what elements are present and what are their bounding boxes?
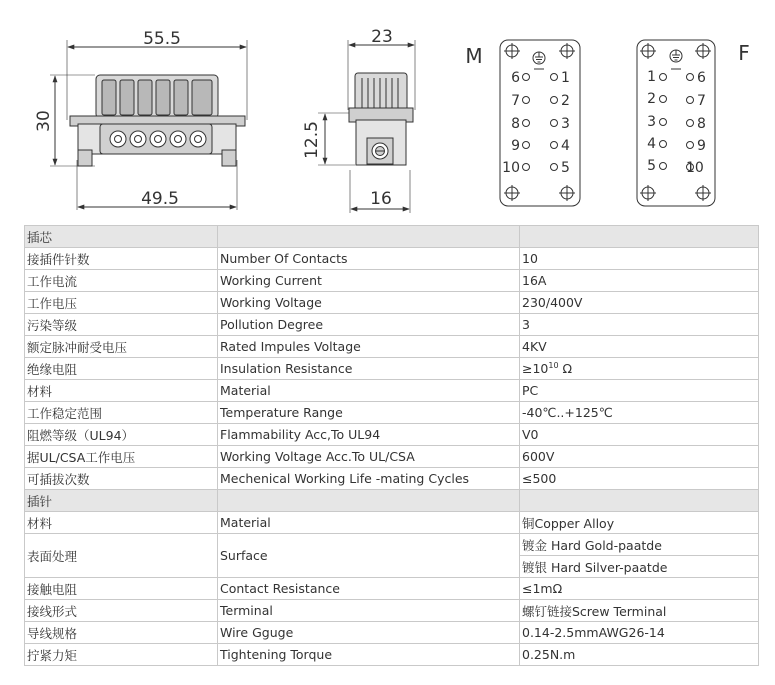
row-label-en: Material: [218, 512, 520, 534]
value-unit: Ω: [558, 361, 573, 376]
female-pin-label: 8: [697, 116, 706, 132]
row-label-zh: 拧紧力矩: [25, 644, 218, 666]
row-label-zh: 接插件针数: [25, 248, 218, 270]
side-height-label: 12.5: [302, 121, 322, 159]
row-value: PC: [520, 380, 759, 402]
row-value: V0: [520, 424, 759, 446]
row-label-zh: 工作电流: [25, 270, 218, 292]
row-value: 16A: [520, 270, 759, 292]
row-label-en: Working Voltage: [218, 292, 520, 314]
side-width-bottom-label: 16: [370, 189, 392, 209]
front-view: [50, 40, 247, 210]
technical-drawing: [0, 0, 775, 225]
female-pin-label: 9: [697, 138, 706, 154]
row-value: 镀银 Hard Silver-paatde: [520, 556, 759, 578]
male-pin-label: 2: [561, 93, 570, 109]
table-row: [25, 292, 759, 314]
side-view: [318, 40, 415, 213]
row-value: 0.14-2.5mmAWG26-14: [520, 622, 759, 644]
row-label-zh: 接线形式: [25, 600, 218, 622]
row-label-zh: 表面处理: [25, 534, 218, 578]
table-row: [25, 644, 759, 666]
row-label-en: Pollution Degree: [218, 314, 520, 336]
row-value: 螺钉链接Screw Terminal: [520, 600, 759, 622]
side-width-top-label: 23: [371, 27, 393, 47]
female-pin-label: 2: [647, 91, 656, 107]
row-label-zh: 材料: [25, 512, 218, 534]
row-label-zh: 接触电阻: [25, 578, 218, 600]
male-pin-label: 10: [502, 160, 520, 176]
row-label-en: Insulation Resistance: [218, 358, 520, 380]
row-label-en: Temperature Range: [218, 402, 520, 424]
female-label: F: [738, 41, 750, 65]
row-label-en: Working Current: [218, 270, 520, 292]
row-value: 0.25N.m: [520, 644, 759, 666]
male-label: M: [465, 44, 483, 68]
female-pin-label: 5: [647, 158, 656, 174]
row-value: 10: [520, 248, 759, 270]
row-value: 4KV: [520, 336, 759, 358]
table-row: [25, 578, 759, 600]
female-pin-label: 3: [647, 114, 656, 130]
front-width-top-label: 55.5: [143, 29, 181, 49]
male-pin-label: 4: [561, 138, 570, 154]
spec-table: [24, 225, 759, 666]
row-label-en: Flammability Acc,To UL94: [218, 424, 520, 446]
table-row: [25, 534, 759, 556]
table-row: [25, 270, 759, 292]
row-label-zh: 材料: [25, 380, 218, 402]
female-pin-label: 10: [686, 160, 704, 176]
row-label-zh: 工作稳定范围: [25, 402, 218, 424]
row-label-zh: 据UL/CSA工作电压: [25, 446, 218, 468]
male-pin-label: 6: [511, 70, 520, 86]
male-pin-label: 9: [511, 138, 520, 154]
front-width-bottom-label: 49.5: [141, 189, 179, 209]
table-row: [25, 380, 759, 402]
row-value: 镀金 Hard Gold-paatde: [520, 534, 759, 556]
row-label-zh: 导线规格: [25, 622, 218, 644]
row-label-zh: 工作电压: [25, 292, 218, 314]
table-row: [25, 622, 759, 644]
table-row: [25, 600, 759, 622]
table-row: [25, 358, 759, 380]
table-row: [25, 314, 759, 336]
male-pin-label: 7: [511, 93, 520, 109]
female-pin-label: 1: [647, 69, 656, 85]
row-label-zh: 阻燃等级（UL94）: [25, 424, 218, 446]
row-value: 600V: [520, 446, 759, 468]
table-row: [25, 402, 759, 424]
row-label-zh: 额定脉冲耐受电压: [25, 336, 218, 358]
section-row-pin: [25, 490, 759, 512]
section-title: 插芯: [25, 226, 218, 248]
row-label-zh: 可插拔次数: [25, 468, 218, 490]
row-label-en: Wire Gguge: [218, 622, 520, 644]
row-label-en: Contact Resistance: [218, 578, 520, 600]
value-exponent: 10: [548, 360, 559, 370]
male-pin-label: 3: [561, 116, 570, 132]
row-label-en: Terminal: [218, 600, 520, 622]
row-label-en: Surface: [218, 534, 520, 578]
row-value: ≤1mΩ: [520, 578, 759, 600]
female-pin-label: 4: [647, 136, 656, 152]
row-label-zh: 绝缘电阻: [25, 358, 218, 380]
value-prefix: ≥10: [522, 361, 549, 376]
row-label-en: Rated Impules Voltage: [218, 336, 520, 358]
male-pin-label: 1: [561, 70, 570, 86]
row-value: ≤500: [520, 468, 759, 490]
table-row: [25, 446, 759, 468]
row-label-en: Number Of Contacts: [218, 248, 520, 270]
row-value: 230/400V: [520, 292, 759, 314]
male-pin-label: 8: [511, 116, 520, 132]
female-pin-label: 7: [697, 93, 706, 109]
row-value: -40℃..+125℃: [520, 402, 759, 424]
row-value: 3: [520, 314, 759, 336]
row-label-en: Mechenical Working Life -mating Cycles: [218, 468, 520, 490]
row-value: 铜Copper Alloy: [520, 512, 759, 534]
female-pin-label: 6: [697, 70, 706, 86]
row-label-en: Material: [218, 380, 520, 402]
front-height-label: 30: [34, 110, 54, 132]
table-row: [25, 512, 759, 534]
table-row: [25, 424, 759, 446]
table-row: [25, 336, 759, 358]
row-label-en: Tightening Torque: [218, 644, 520, 666]
table-row: [25, 248, 759, 270]
row-value: [520, 358, 759, 380]
table-row: [25, 468, 759, 490]
section-row-insert: [25, 226, 759, 248]
section-title: 插针: [25, 490, 218, 512]
male-pin-label: 5: [561, 160, 570, 176]
row-label-en: Working Voltage Acc.To UL/CSA: [218, 446, 520, 468]
row-label-zh: 污染等级: [25, 314, 218, 336]
